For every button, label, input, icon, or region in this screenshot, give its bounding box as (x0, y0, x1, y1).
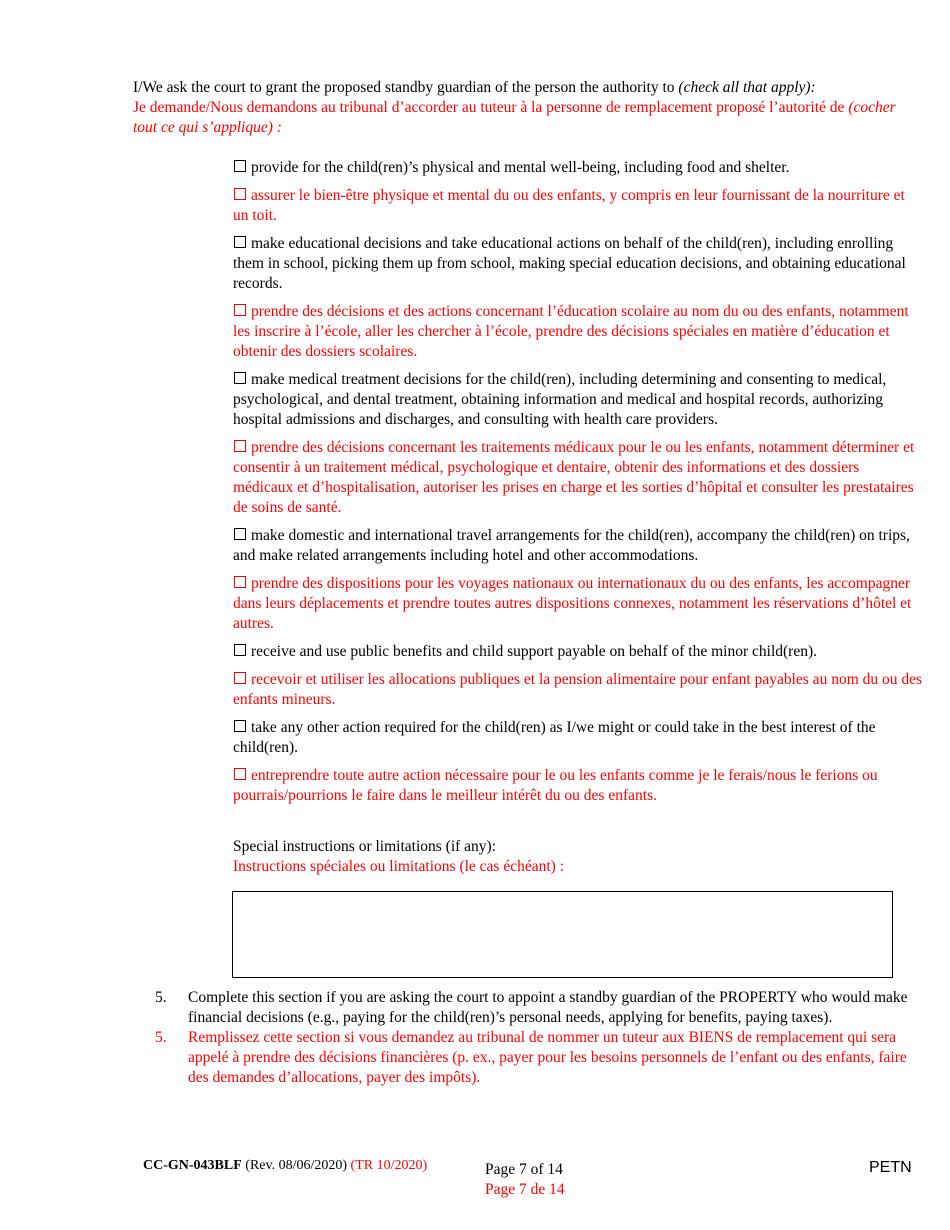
section-5-number: 5. (155, 989, 167, 1006)
form-id: CC-GN-043BLF (143, 1158, 242, 1173)
intro-french (133, 98, 913, 138)
option-education-en: make educational decisions and take educational actions on behalf of the child(ren), including enrolling them in school, picking them up from school, making special education decisions, and obtaining educational records. (233, 235, 906, 292)
checkbox[interactable] (234, 160, 246, 172)
option-travel-en: make domestic and international travel arrangements for the child(ren), accompany the child(ren) on trips, and make related arrangements including hotel and other accommodations. (233, 527, 910, 564)
option-benefits-fr: recevoir et utiliser les allocations publiques et la pension alimentaire pour enfant payables au nom du ou des enfants mineurs. (233, 671, 923, 708)
form-identifier (143, 1158, 427, 1174)
section-5 (155, 988, 915, 1088)
option-other-en: take any other action required for the child(ren) as I/we might or could take in the best interest of the child(ren). (233, 719, 876, 756)
section-5-english-text: Complete this section if you are asking the court to appoint a standby guardian of the PROPERTY who would make financial decisions (e.g., paying for the child(ren)’s personal needs, applying for benefits, paying taxes). (188, 989, 908, 1026)
checkbox[interactable] (234, 768, 246, 780)
checkbox[interactable] (234, 576, 246, 588)
checkbox[interactable] (234, 528, 246, 540)
option-benefits-en: receive and use public benefits and child support payable on behalf of the minor child(ren). (233, 642, 923, 662)
intro-paragraph (133, 78, 913, 138)
section-5-french-text: Remplissez cette section si vous demandez au tribunal de nommer un tuteur aux BIENS de remplacement qui sera appelé à prendre des décisions financières (p. ex., payer pour les besoins personnels de l’enfant ou des enfants, faire des demandes d’allocations, payer des impôts). (188, 1029, 907, 1086)
section-5-french (155, 1028, 915, 1088)
option-education-fr: prendre des décisions et des actions concernant l’éducation scolaire au nom du ou des enfants, notamment les inscrire à l’école, aller les chercher à l’école, prendre des décisions spéciales en matière d’éducation et obtenir des dossiers scolaires. (233, 303, 909, 360)
special-instructions-field[interactable] (232, 891, 893, 978)
option-medical-en: make medical treatment decisions for the child(ren), including determining and consenting to medical, psychological, and dental treatment, obtaining information and medical and hospital records, authorizing hospital admissions and discharges, and consulting with health care providers. (233, 371, 887, 428)
section-5-english (155, 988, 915, 1028)
checkbox[interactable] (234, 372, 246, 384)
checkbox[interactable] (234, 644, 246, 656)
checkbox[interactable] (234, 672, 246, 684)
intro-english-text: I/We ask the court to grant the proposed standby guardian of the person the authority to (133, 79, 679, 96)
checkbox[interactable] (234, 236, 246, 248)
special-instructions-english: Special instructions or limitations (if any): (233, 838, 497, 855)
page-number (485, 1160, 565, 1200)
intro-french-instruction: (cocher tout ce qui s’applique) : (133, 99, 896, 136)
section-5-number-fr: 5. (155, 1029, 167, 1046)
checkbox[interactable] (234, 720, 246, 732)
checkbox[interactable] (234, 304, 246, 316)
intro-english (133, 78, 913, 98)
form-revision: (Rev. 08/06/2020) (241, 1158, 351, 1173)
checkbox[interactable] (234, 440, 246, 452)
option-other-fr: entreprendre toute autre action nécessaire pour le ou les enfants comme je le ferais/nous le ferions ou pourrais/pourrions le faire dans le meilleur intérêt du ou des enfants. (233, 767, 878, 804)
intro-french-text: Je demande/Nous demandons au tribunal d’accorder au tuteur à la personne de remplacement proposé l’autorité de (133, 99, 849, 116)
option-medical-fr: prendre des décisions concernant les traitements médicaux pour le ou les enfants, notamment déterminer et consentir à un traitement médical, psychologique et dentaire, obtenir des informations et des dossiers médicaux et d’hospitalisation, autoriser les prises en charge et les sorties d’hôpital et consulter les prestataires de soins de santé. (233, 439, 915, 516)
authority-options (233, 158, 923, 814)
special-instructions-label (233, 837, 564, 877)
intro-english-instruction: (check all that apply): (678, 79, 816, 96)
special-instructions-french: Instructions spéciales ou limitations (le cas échéant) : (233, 858, 564, 875)
option-wellbeing-en: provide for the child(ren)’s physical and mental well-being, including food and shelter. (233, 158, 923, 178)
option-wellbeing-fr: assurer le bien-être physique et mental du ou des enfants, y compris en leur fournissant de la nourriture et un toit. (233, 187, 905, 224)
form-translation-revision: (TR 10/2020) (350, 1158, 428, 1173)
form-code: PETN (869, 1159, 912, 1176)
page-number-english: Page 7 of 14 (485, 1161, 563, 1178)
option-travel-fr: prendre des dispositions pour les voyages nationaux ou internationaux du ou des enfants, les accompagner dans leurs déplacements et prendre toutes autres dispositions connexes, notamment les réservations d’hôtel et autres. (233, 575, 912, 632)
checkbox[interactable] (234, 188, 246, 200)
page-number-french: Page 7 de 14 (485, 1181, 565, 1198)
